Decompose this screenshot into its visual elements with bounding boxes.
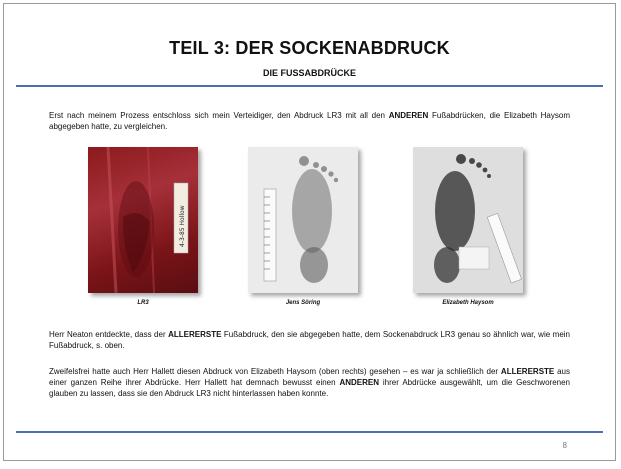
hallett-bold-2: ANDEREN [339, 378, 380, 387]
page-number: 8 [562, 441, 567, 450]
caption-lr3: LR3 [137, 300, 149, 306]
neaton-bold-1: ALLERERSTE [168, 330, 222, 339]
jens-soering-footprint-photo [248, 147, 358, 293]
top-divider [16, 85, 603, 87]
neaton-text-2: Fußabdruck, den sie abgegeben hatte, dem Sockenabdruck LR3 genau so ähnlich war, wie mein Fußabdruck, s. oben. [49, 330, 570, 350]
hallett-bold-1: ALLERERSTE [500, 367, 555, 376]
caption-elizabeth-haysom: Elizabeth Haysom [442, 300, 494, 306]
bottom-divider [16, 431, 603, 433]
intro-text-2: Fußabdrücken, die Elizabeth Haysom abgegeben hatte, zu vergleichen. [49, 111, 570, 131]
hallett-text-2: aus einer ganzen Reihe ihrer Abdrücke. Herr Hallett hat demnach bewusst einen [49, 367, 571, 387]
neaton-paragraph [49, 329, 570, 351]
lr3-sock-print-image [88, 147, 198, 293]
page-title: TEIL 3: DER SOCKENABDRUCK [169, 38, 450, 58]
intro-paragraph [49, 110, 570, 132]
footprint-image [413, 147, 523, 293]
hallett-text-1: Zweifelsfrei hatte auch Herr Hallett diesen Abdruck von Elizabeth Haysom (oben rechts) gesehen – es war ja schließlich der [49, 367, 501, 376]
elizabeth-haysom-footprint-photo [413, 147, 523, 293]
hallett-text-3: ihrer Abdrücke ausgewählt, um die Geschworenen glauben zu lassen, dass sie den Abdruck LR3 nicht hinterlassen haben konnte. [49, 378, 570, 398]
intro-bold-1: ANDEREN [388, 111, 429, 120]
lr3-ruler-label: 4-3-85 Hollow [179, 205, 186, 247]
hallett-paragraph [49, 366, 570, 399]
neaton-text-1: Herr Neaton entdeckte, dass der [49, 330, 169, 339]
lr3-photo [88, 147, 198, 293]
caption-jens-soering: Jens Söring [285, 300, 321, 306]
page-subtitle: DIE FUSSABDRÜCKE [262, 68, 356, 78]
intro-text-1: Erst nach meinem Prozess entschloss sich mein Verteidiger, den Abdruck LR3 mit all den [49, 111, 389, 120]
slide [3, 3, 616, 461]
footprint-image [248, 147, 358, 293]
